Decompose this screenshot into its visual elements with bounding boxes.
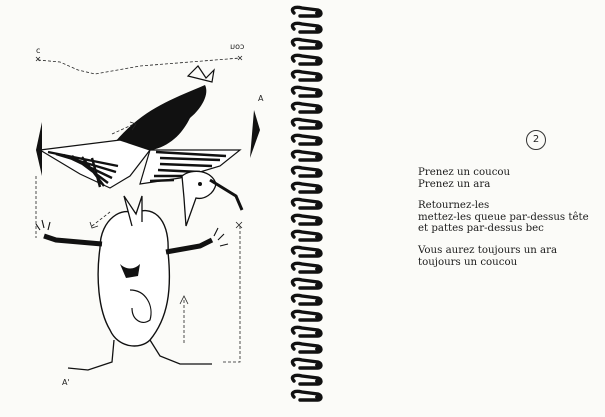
spiral-ring	[292, 231, 321, 240]
spiral-binding	[288, 0, 324, 417]
spiral-ring	[292, 135, 321, 144]
acrobat-birds-illustration	[0, 0, 292, 417]
page-number: 2	[526, 130, 546, 150]
right-page	[320, 0, 605, 417]
label-a: A	[258, 94, 264, 103]
spiral-ring	[292, 55, 321, 64]
spiral-ring	[292, 151, 321, 160]
poem	[418, 167, 598, 278]
poem-stanza	[418, 167, 598, 190]
poem-line: toujours un coucou	[418, 256, 518, 268]
spiral-ring	[292, 103, 321, 112]
spiral-ring	[292, 71, 321, 80]
poem-line: Prenez un ara	[418, 178, 491, 190]
spiral-ring	[292, 39, 321, 48]
spiral-ring	[292, 327, 321, 336]
spiral-ring	[292, 215, 321, 224]
spiral-ring	[292, 87, 321, 96]
spiral-ring	[292, 311, 321, 320]
spiral-ring	[292, 279, 321, 288]
label-a-prime: A'	[62, 378, 70, 387]
poem-line: mettez-les queue par-dessus tête	[418, 211, 589, 223]
label-top-left: c	[36, 46, 41, 55]
spiral-ring	[292, 199, 321, 208]
spiral-ring	[292, 7, 321, 16]
spiral-ring	[292, 23, 321, 32]
spiral-ring	[292, 375, 321, 384]
spiral-ring	[292, 359, 321, 368]
spiral-ring	[292, 343, 321, 352]
left-page	[0, 0, 292, 417]
spiral-ring	[292, 119, 321, 128]
spiral-ring	[292, 263, 321, 272]
label-top-right: cou	[230, 42, 245, 51]
poem-line: et pattes par-dessus bec	[418, 223, 544, 235]
poem-line: Vous aurez toujours un ara	[418, 244, 558, 256]
poem-line: Prenez un coucou	[418, 167, 511, 178]
spiral-ring	[292, 247, 321, 256]
poem-stanza	[418, 200, 598, 235]
spiral-ring	[292, 295, 321, 304]
poem-stanza	[418, 245, 598, 268]
spiral-ring	[292, 167, 321, 176]
spiral-ring	[292, 391, 321, 400]
spiral-ring	[292, 183, 321, 192]
poem-line: Retournez-les	[418, 200, 490, 212]
